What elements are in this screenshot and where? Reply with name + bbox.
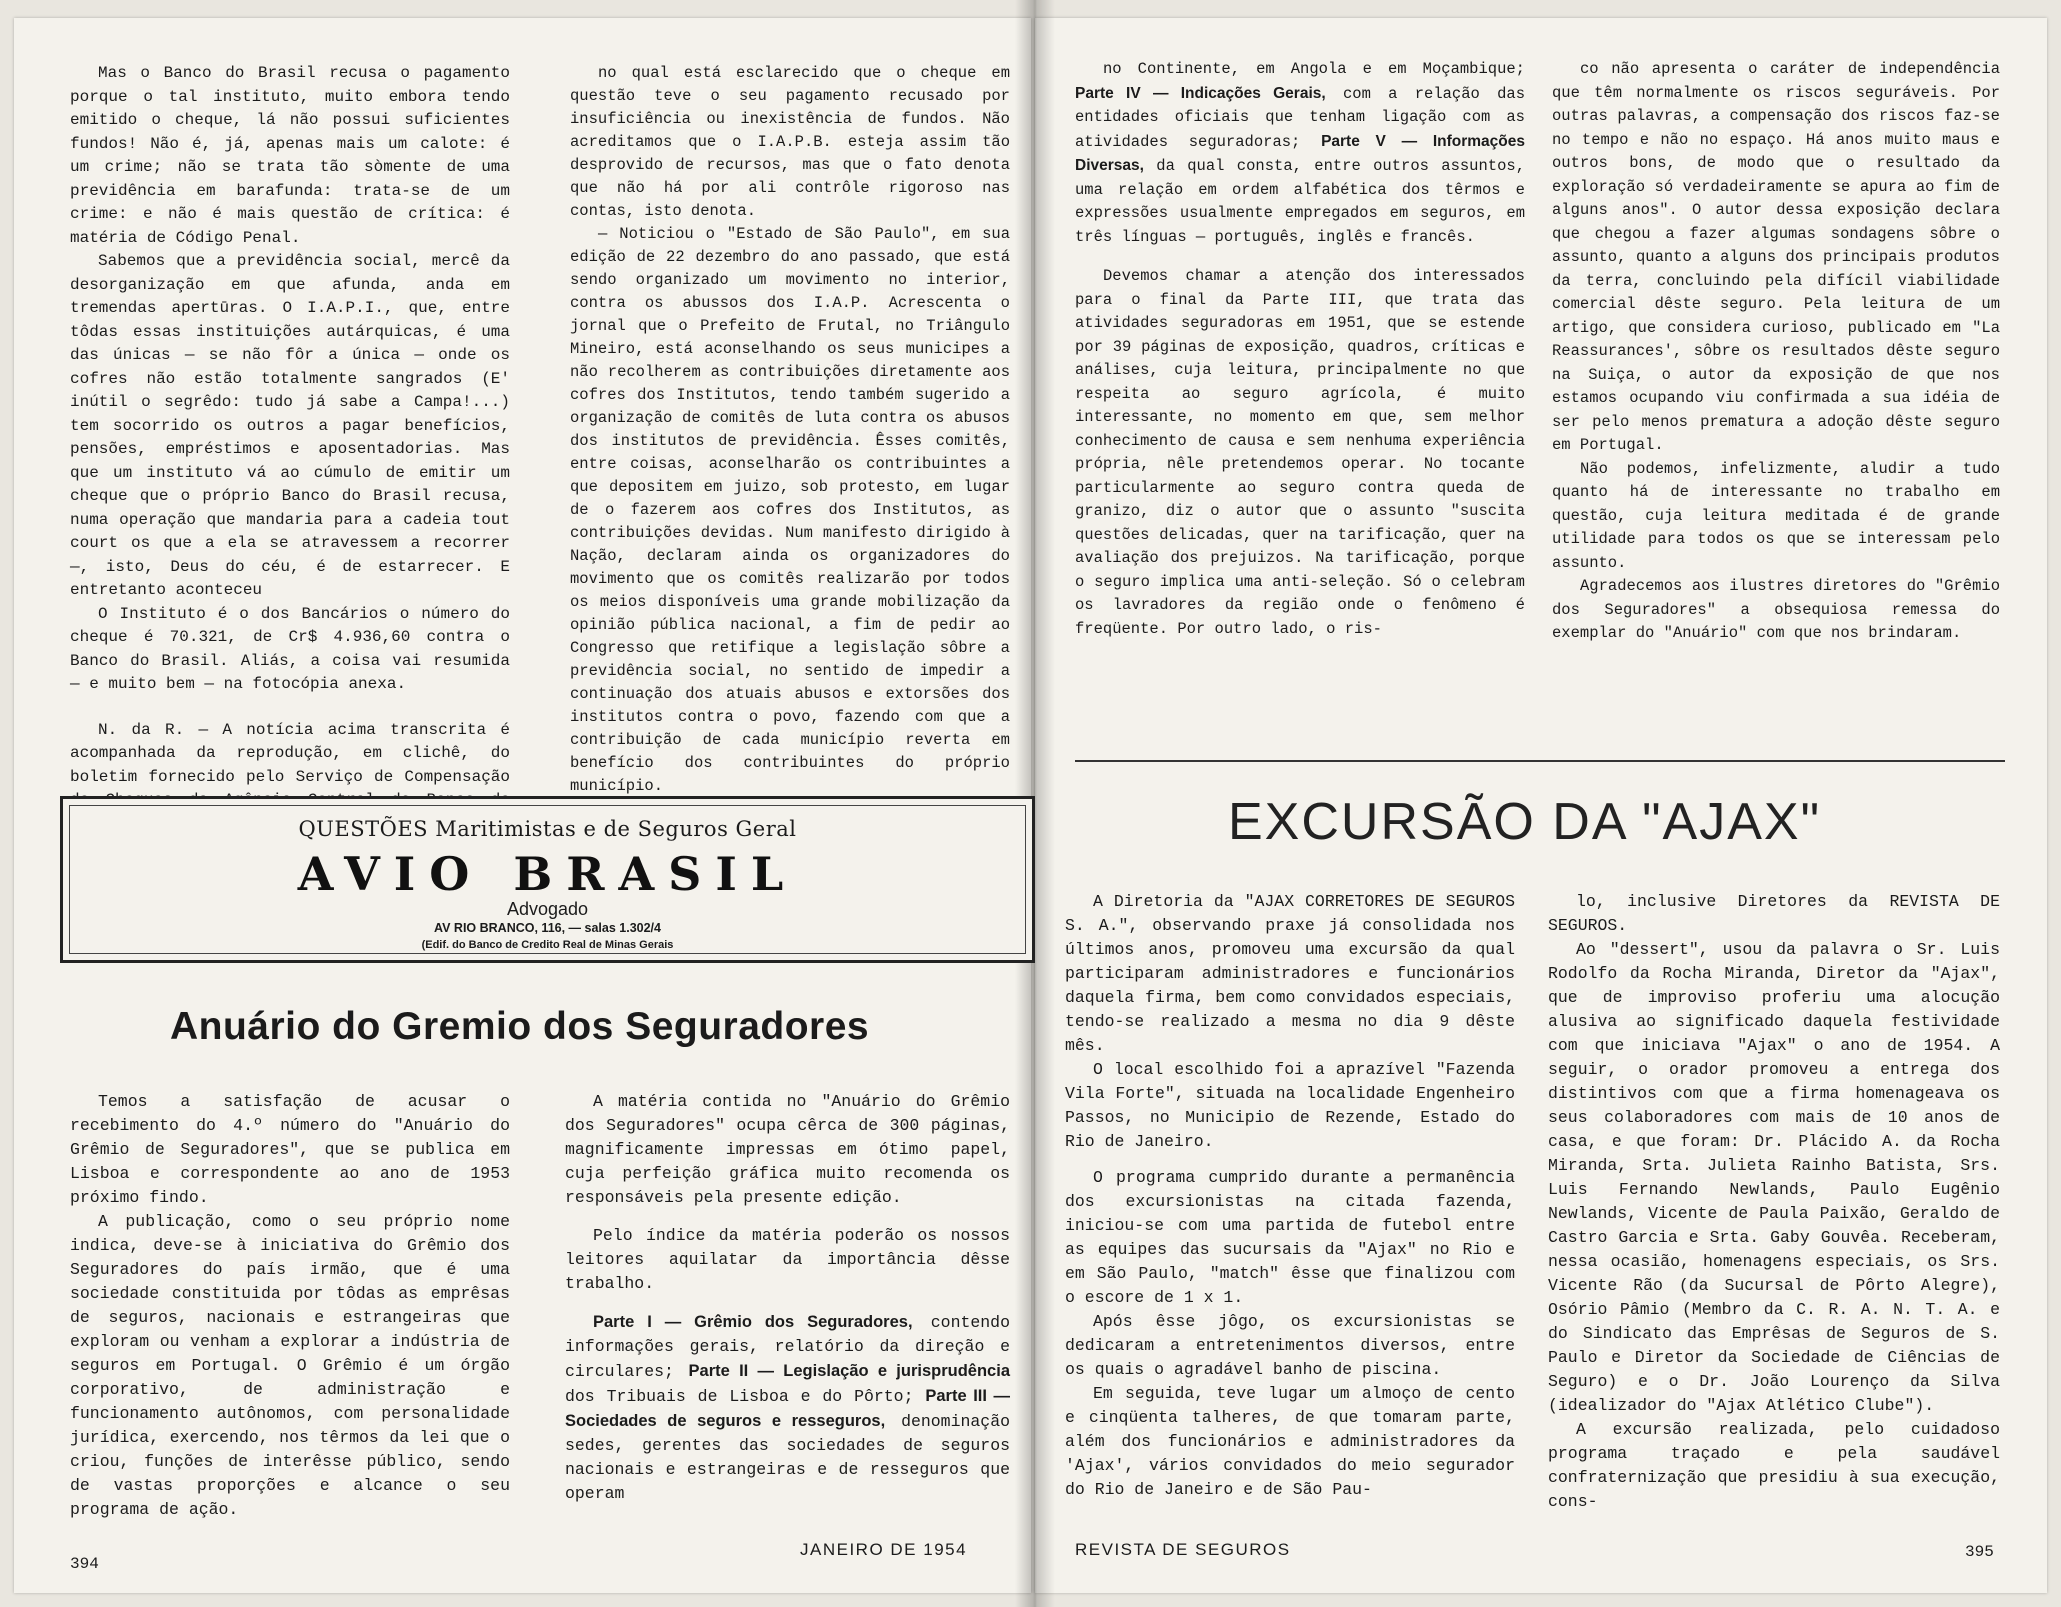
paragraph: Mas o Banco do Brasil recusa o pagamento porque o tal instituto, muito embora tendo emitido o cheque, lá não possui suficientes fundos! Não é, já, apenas mais um calote: é um crime; não se trata tão sòmente de uma previdência em barafunda: trata-se de um crime: e não é mais questão de crítica: é matéria de Código Penal. [70,64,510,247]
excursao-col1-text [1065,890,1515,1520]
paragraph: O programa cumprido durante a permanência dos excursionistas na citada fazenda, iniciou-se com uma partida de futebol entre as equipes das sucursais da "Ajax" no Rio e em São Paulo, "match" êsse que finalizou com o escore de 1 x 1. [1065,1168,1515,1307]
ad-name: AVIO BRASIL [297,847,798,901]
section-divider [1075,760,2005,762]
paragraph: Não podemos, infelizmente, aludir a tudo quanto há de interessante no trabalho em questão, cuja leitura meditada é de grande utilidade para todos os que se interessam pelo assunto. [1552,459,2000,572]
paragraph: Sabemos que a previdência social, mercê da desorganização em que afunda, anda em tremendas apertūras. O I.A.P.I., que, entre tôdas essas instituições autárquicas, é uma das únicas — se não fôr a única — onde os cofres não estão totalmente sangrados (E' inútil o segrêdo: tudo já sabe a Campa!...) tem socorrido os outros a pagar benefícios, pensões, empréstimos e aposentadorias. Mas que um instituto vá ao cúmulo de emitir um cheque que o próprio Banco do Brasil recusa, numa operação que mandaria para a cadeia tout court os que a ela se atravessem a recorrer —, isto, Deus do céu, é de estarrecer. E entretanto aconteceu [70,252,510,599]
right-col1-text [1075,58,1525,718]
ad-header: QUESTÕES Maritimistas e de Seguros Geral [298,817,797,841]
paragraph: — Noticiou o "Estado de São Paulo", em sua edição de 22 dezembro do ano passado, que está sendo organizado um movimento no interior, contra os abussos dos I.A.P. Acrescenta o jornal que o Prefeito de Frutal, no Triângulo Mineiro, está aconselhando os seus municipes a não recolherem as contribuições diretamente aos cofres dos Institutos, tendo também sugerido a organização de comitês de luta contra os abusos dos institutos de previdência. Êsses comitês, entre coisas, aconselharão os contribuintes a que depositem em juizo, sob protesto, em lugar de o fazerem aos cofres dos Institutos, as contribuições devidas. Num manifesto dirigido à Nação, declaram ainda os organizadores do movimento que os comitês realizarão por todos os meios disponíveis uma grande mobilização da opinião pública nacional, a fim de pedir ao Congresso que retifique a legislação sôbre a previdência social, no sentido de impedir a continuação dos atuais abusos e extorsões dos institutos contra o povo, fazendo com que a contribuição de cada município reverta em benefício dos contribuintes do próprio município. [570,225,1010,795]
paragraph: O local escolhido foi a aprazível "Fazenda Vila Forte", situada na localidade Engenheiro Passos, no Municipio de Rezende, Estado do Rio de Janeiro. [1065,1060,1515,1151]
left-col2-text [570,62,1010,795]
running-foot-right: REVISTA DE SEGUROS [1075,1540,1291,1559]
ad-building: (Edif. do Banco de Credito Real de Minas Gerais [421,939,674,951]
part-label: Parte I — Grêmio dos Seguradores, [593,1313,913,1331]
paragraph: A excursão realizada, pelo cuidadoso programa traçado e pela saudável confraternização que presidiu à sua execução, cons- [1548,1420,2000,1511]
excursao-title: EXCURSÃO DA "AJAX" [1228,793,1822,851]
excursao-col2-text [1548,890,2000,1520]
paragraph: Devemos chamar a atenção dos interessados para o final da Parte III, que trata das atividades seguradoras em 1951, que se estende por 39 páginas de exposição, quadros, críticas e análises, cuja leitura, principalmente no que respeita ao seguro agrícola, é muito interessante, no momento em que, sem melhor conhecimento de causa e sem nenhuma experiência própria, nêle pretendemos operar. No tocante particularmente ao seguro contra queda de granizo, diz o autor que o assunto "suscita questões delicadas, quer na tarificação, quer na avaliação dos prejuizos. Na tarificação, porque o seguro implica uma anti-seleção. Só o celebram os lavradores da região onde o fenômeno é freqüente. Por outro lado, o ris- [1075,267,1525,638]
anuario-col1-text [70,1090,510,1540]
part-label: Parte III — Sociedades de seguros e resseguros, [565,1387,1010,1430]
paragraph: lo, inclusive Diretores da REVISTA DE SEGUROS. [1548,892,2000,935]
part-text: denominação sedes, gerentes das sociedades de seguros nacionais e estrangeiras e de resseguros que operam [565,1412,1010,1503]
left-col1-text [70,62,510,792]
paragraph: Ao "dessert", usou da palavra o Sr. Luis Rodolfo da Rocha Miranda, Diretor da "Ajax", que de improviso proferiu uma alocução alusiva ao significado daquela festividade com que iniciava "Ajax" o ano de 1954. A seguir, o orador promoveu a entrega dos distintivos com que a firma homenageava os seus colaboradores com mais de 10 anos de casa, e que foram: Dr. Plácido A. da Rocha Miranda, Srta. Julieta Rainho Batista, Srs. Luis Fernando Newlands, Paulo Eugênio Newlands, Vicente de Paula Paixão, Geraldo de Castro Garcia e Srta. Gaby Gouvêa. Receberam, nessa ocasião, homenagens especiais, os Srs. Vicente Rão (da Sucursal de Pôrto Alegre), Osório Pâmio (Membro da C. R. A. N. T. A. e do Sindicato das Emprêsas de Seguros de S. Paulo e Diretor da Sociedade de Ciências de Seguro) e o Dr. João Lourenço da Silva (idealizador do "Ajax Atlético Clube"). [1548,940,2000,1415]
paragraph: O Instituto é o dos Bancários o número do cheque é 70.321, de Cr$ 4.936,60 contra o Banco do Brasil. Aliás, a coisa vai resumida — e muito bem — na fotocópia anexa. [70,604,510,693]
ad-role: Advogado [506,899,589,919]
part-text: dos Tribuais de Lisboa e do Pôrto; [565,1387,926,1406]
part-text: contendo informações gerais, relatório da direção e circulares; [565,1313,1010,1381]
running-foot-left: JANEIRO DE 1954 [800,1540,968,1559]
paragraph: Em seguida, teve lugar um almoço de cento e cinqüenta talheres, de que tomaram parte, além dos funcionários e administradores da 'Ajax', vários convidados do meio segurador do Rio de Janeiro e de São Pau- [1065,1384,1515,1499]
part-label: Parte IV — Indicações Gerais, [1075,84,1326,102]
page-number-left: 394 [70,1555,99,1573]
text: da qual consta, entre outros assuntos, uma relação em ordem alfabética dos têrmos e expressões usualmente empregados em seguros, em três línguas — português, inglês e francês. [1075,157,1525,246]
text: com a relação das entidades oficiais que tenham ligação com as atividades seguradoras; [1075,84,1525,151]
ad-address: AV RIO BRANCO, 116, — salas 1.302/4 [434,921,661,935]
page-number-right: 395 [1965,1543,1994,1561]
paragraph: Temos a satisfação de acusar o recebimento do 4.º número do "Anuário do Grêmio de Seguradores", que se publica em Lisboa e correspondente ao ano de 1953 próximo findo. [70,1092,510,1207]
paragraph [565,1310,1010,1506]
paragraph: Após êsse jôgo, os excursionistas se dedicaram a entretenimentos diversos, entre os quais o agradável banho de piscina. [1065,1312,1515,1379]
anuario-title: Anuário do Gremio dos Seguradores [170,1005,870,1048]
paragraph: A Diretoria da "AJAX CORRETORES DE SEGUROS S. A.", observando praxe já consolidada nos últimos anos, promoveu uma excursão da qual participaram administradores e funcionários daquela firma, bem como convidados especiais, tendo-se realizado a mesma no dia 9 dêste mês. [1065,892,1515,1055]
anuario-col2-text [565,1090,1010,1530]
paragraph: N. da R. — A notícia acima transcrita é acompanhada da reprodução, em clichê, do boletim fornecido pelo Serviço de Compensação [70,720,510,786]
advertisement-box [60,796,1035,963]
part-label: Parte V — Informações Diversas, [1075,132,1525,174]
right-col2-text [1552,58,2000,728]
paragraph: co não apresenta o caráter de independência que têm normalmente os riscos seguráveis. Por outras palavras, a compensação dos riscos faz-se no tempo e não no espaço. Há anos muito maus e outros bons, de modo que o resultado da exploração só verdadeiramente se apura ao fim de alguns anos". O autor dessa exposição declara que chegou a fazer algumas sondagens sôbre o assunto, quanto a alguns dos principais produtos da terra, concluindo pela difícil viabilidade comercial dêste seguro. Pela leitura de um artigo, que considera curioso, publicado em "La Reassurances', sôbre os resultados dêste seguro na Suiça, o autor da exposição de que nos estamos ocupando viu confirmada a sua idéia de ser pelo menos prematura a adoção dêste seguro em Portugal. [1552,60,2000,454]
part-label: Parte II — Legislação e jurisprudência [688,1362,1010,1380]
text: no Continente, em Angola e em Moçambique; [1103,60,1525,78]
paragraph [1075,58,1525,249]
paragraph: A publicação, como o seu próprio nome indica, deve-se à iniciativa do Grêmio dos Seguradores do país irmão, que é uma sociedade constituida por tôdas as emprêsas de seguros, nacionais e estrangeiras que exploram ou venham a explorar a indústria de seguros em Portugal. O Grêmio é um órgão corporativo, de administração e funcionamento autônomos, com personalidade jurídica, exercendo, nos têrmos da lei que o criou, funções de interêsse público, sendo de vastas proporções e alcance o seu programa de ação. [70,1212,510,1519]
paragraph: no qual está esclarecido que o cheque em questão teve o seu pagamento recusado por insuficiência ou inexistência de fundos. Não acreditamos que o I.A.P.B. esteja assim tão desprovido de recursos, mas que o fato denota que não há por ali contrôle rigoroso nas contas, isto denota. [570,64,1010,220]
paragraph: Agradecemos aos ilustres diretores do "Grêmio dos Seguradores" a obsequiosa remessa do exemplar do "Anuário" com que nos brindaram. [1552,577,2000,642]
paragraph: A matéria contida no "Anuário do Grêmio dos Seguradores" ocupa cêrca de 300 páginas, magnificamente impressas em ótimo papel, cuja perfeição gráfica muito recomenda os responsáveis pela presente edição. [565,1092,1010,1207]
paragraph: Pelo índice da matéria poderão os nossos leitores aquilatar da importância dêsse trabalho. [565,1226,1010,1293]
